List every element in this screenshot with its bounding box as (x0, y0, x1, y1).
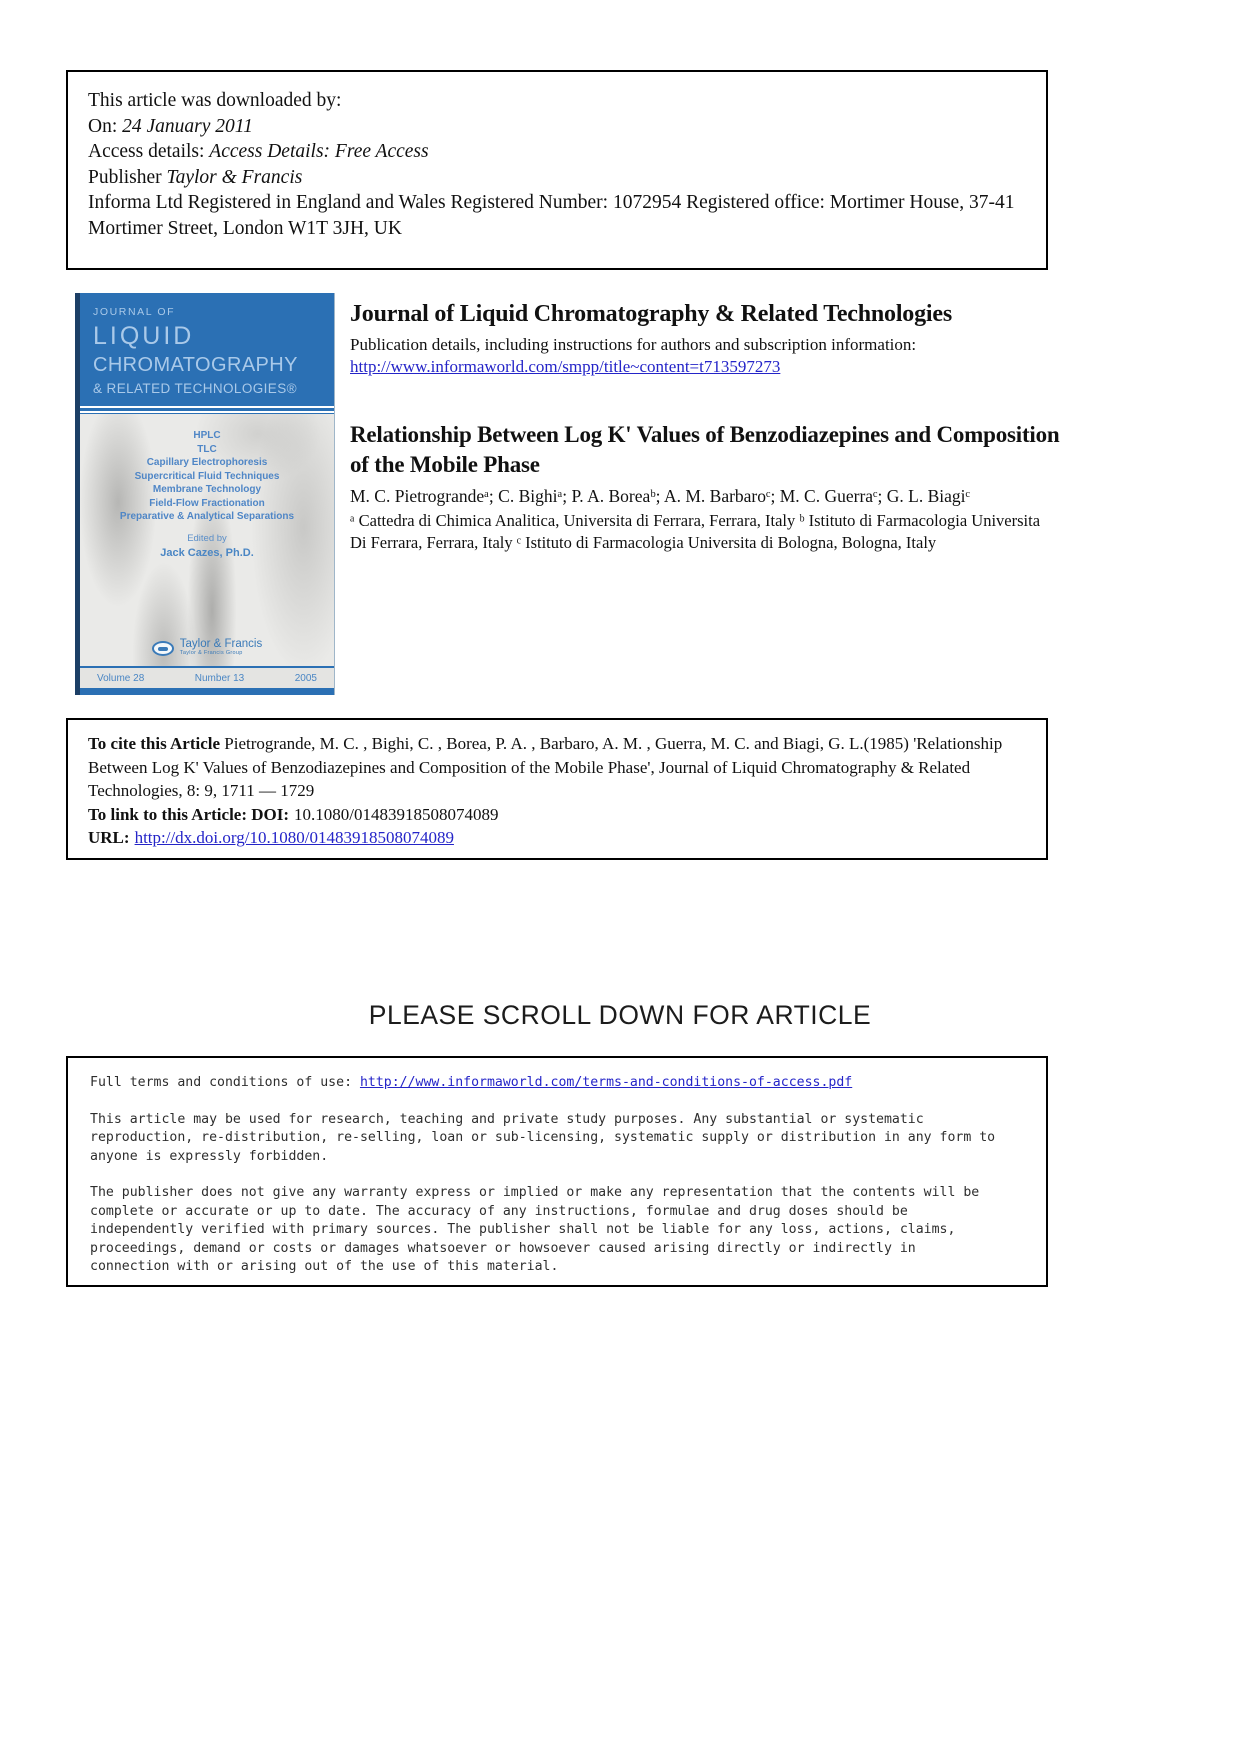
download-info-line: Access details: Access Details: Free Access (88, 141, 429, 162)
article-title-line: of the Mobile Phase (350, 452, 540, 477)
taylor-francis-logo-text: Taylor & Francis (179, 638, 263, 650)
url-label: URL: (88, 828, 130, 847)
terms-box (66, 1056, 1048, 1287)
cover-body (80, 414, 334, 666)
cover-volume-bar (80, 666, 334, 695)
journal-cover-thumbnail (75, 293, 335, 695)
taylor-francis-logo (80, 639, 334, 657)
taylor-francis-group-text: Taylor & Francis Group (179, 650, 243, 656)
journal-homepage-link[interactable]: http://www.informaworld.com/smpp/title~content=t713597273 (350, 357, 781, 376)
cover-divider-rule (80, 405, 334, 414)
cover-topic-list (80, 429, 334, 524)
publication-details-text: Publication details, including instructions for authors and subscription information: (350, 335, 917, 354)
affiliation-list: ᵃ Cattedra di Chimica Analitica, Universita di Ferrara, Ferrara, Italy ᵇ Istituto di Farmacologia Universita Di Ferrara, Ferrara, Italy ᶜ Istituto di Farmacologia Universita di Bologna, Bologna, Italy (350, 511, 1041, 552)
doi-label: To link to this Article: DOI: (88, 804, 290, 824)
cover-topic: HPLC (193, 430, 221, 441)
cover-edited-by-label: Edited by (187, 532, 227, 544)
cover-editor-name: Jack Cazes, Ph.D. (160, 546, 254, 559)
cover-topic: TLC (197, 443, 217, 455)
cover-topic: Capillary Electrophoresis (146, 457, 268, 468)
journal-title: Journal of Liquid Chromatography & Related Technologies (350, 301, 952, 327)
download-info-box (66, 70, 1048, 270)
cover-topic: Membrane Technology (152, 484, 262, 495)
terms-paragraph-usage: This article may be used for research, teaching and private study purposes. Any substantial or systematic reproduction, re-distribution, re-selling, loan or sub-licensing, systematic supply or distribution in any form to anyone is expressly forbidden. (90, 1111, 996, 1164)
article-title-line: Relationship Between Log K' Values of Benzodiazepines and Composition (350, 422, 1060, 447)
download-info-line: On: 24 January 2011 (88, 115, 253, 137)
cover-issue-number: Number 13 (194, 672, 245, 684)
cover-topic: Preparative & Analytical Separations (119, 511, 295, 522)
author-list: M. C. Pietrograndeᵃ; C. Bighiᵃ; P. A. Boreaᵇ; A. M. Barbaroᶜ; M. C. Guerraᶜ; G. L. Biagiᶜ (350, 486, 970, 506)
cover-title-chromatography: CHROMATOGRAPHY (93, 354, 298, 376)
cover-topic: Supercritical Fluid Techniques (134, 470, 280, 482)
cover-year: 2005 (294, 672, 317, 684)
full-terms-label: Full terms and conditions of use: (90, 1075, 360, 1090)
citation-text: To cite this Article Pietrogrande, M. C. , Bighi, C. , Borea, P. A. , Barbaro, A. M. , Guerra, M. C. and Biagi, G. L.(1985) 'Relationship Between Log K' Values of Benzodiazepines and Composition of the Mobile Phase', Journal of Liquid Chromatography & Related Technologies, 8: 9, 1711 — 1729 (88, 734, 1003, 800)
cover-title-related-technologies: & RELATED TECHNOLOGIES® (93, 381, 297, 396)
cover-volume: Volume 28 (97, 672, 145, 684)
doi-value: 10.1080/01483918508074089 (294, 804, 499, 824)
terms-paragraph-warranty: The publisher does not give any warranty express or implied or make any representation that the contents will be complete or accurate or up to date. The accuracy of any instructions, formulae and drug doses should be independently verified with primary sources. The publisher shall not be liable for any loss, actions, claims, proceedings, demand or costs or damages whatsoever or howsoever caused arising directly or indirectly in connection with or arising out of the use of this material. (90, 1185, 980, 1274)
citation-box (66, 718, 1048, 860)
cover-topic: Field-Flow Fractionation (149, 497, 265, 509)
terms-link[interactable]: http://www.informaworld.com/terms-and-conditions-of-access.pdf (359, 1075, 853, 1090)
download-info-line: Publisher Taylor & Francis (88, 166, 303, 188)
cover-journal-of-label: JOURNAL OF (93, 306, 176, 318)
cover-title-liquid: LIQUID (93, 322, 195, 350)
article-title (350, 420, 1060, 480)
doi-link[interactable]: http://dx.doi.org/10.1080/01483918508074089 (134, 828, 454, 847)
cite-article-label: To cite this Article (88, 734, 221, 753)
doi-line (88, 803, 1026, 827)
full-terms-line (90, 1074, 1002, 1093)
url-line (88, 826, 1026, 850)
download-info-line: This article was downloaded by: (88, 90, 342, 111)
cover-header (80, 293, 334, 405)
taylor-francis-logo-icon (152, 641, 174, 656)
publisher-registration-line: Informa Ltd Registered in England and Wales Registered Number: 1072954 Registered office: Mortimer House, 37-41 Mortimer Street, London W1T 3JH, UK (88, 192, 1015, 239)
scroll-notice: PLEASE SCROLL DOWN FOR ARTICLE (368, 1000, 872, 1030)
